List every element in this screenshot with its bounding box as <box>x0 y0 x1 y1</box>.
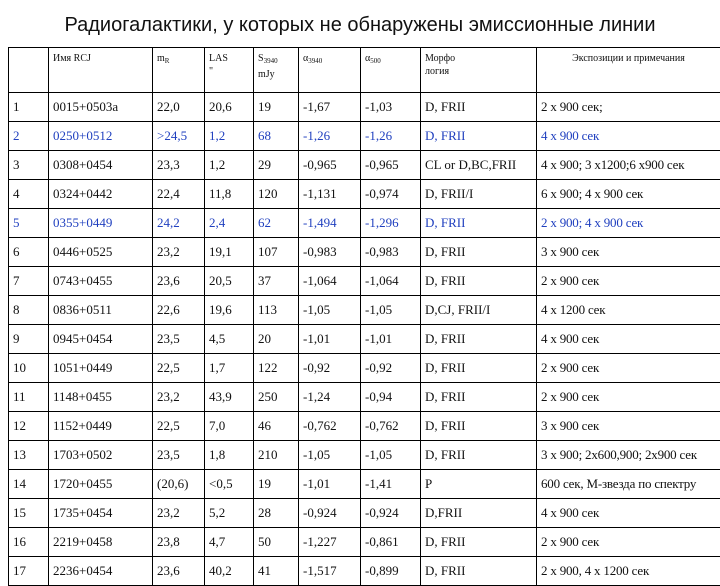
table-row <box>9 267 720 296</box>
cell-las: 1,8 <box>205 441 254 470</box>
cell-flux: 107 <box>254 238 299 267</box>
cell-alpha-500: -0,92 <box>361 354 421 383</box>
cell-las: 20,5 <box>205 267 254 296</box>
cell-name: 0250+0512 <box>49 122 153 151</box>
cell-notes: 4 x 900 сек <box>537 499 720 528</box>
cell-alpha-3940: -1,064 <box>299 267 361 296</box>
table-row <box>9 528 720 557</box>
cell-mag: 23,3 <box>153 151 205 180</box>
cell-num: 10 <box>9 354 49 383</box>
cell-name: 1152+0449 <box>49 412 153 441</box>
cell-alpha-500: -0,983 <box>361 238 421 267</box>
cell-alpha-500: -0,861 <box>361 528 421 557</box>
cell-alpha-500: -1,41 <box>361 470 421 499</box>
table-header-row <box>9 48 720 93</box>
table-row <box>9 209 720 238</box>
cell-notes: 4 x 900; 3 x1200;6 x900 сек <box>537 151 720 180</box>
table-row <box>9 180 720 209</box>
cell-alpha-500: -0,94 <box>361 383 421 412</box>
cell-mag: 22,5 <box>153 412 205 441</box>
table-row <box>9 383 720 412</box>
table-row <box>9 470 720 499</box>
cell-morphology: D,CJ, FRII/I <box>421 296 537 325</box>
cell-notes: 2 x 900 сек <box>537 383 720 412</box>
cell-flux: 122 <box>254 354 299 383</box>
cell-flux: 210 <box>254 441 299 470</box>
cell-alpha-500: -1,05 <box>361 296 421 325</box>
cell-las: 1,2 <box>205 151 254 180</box>
cell-alpha-500: -1,03 <box>361 93 421 122</box>
cell-alpha-3940: -0,965 <box>299 151 361 180</box>
cell-mag: 22,6 <box>153 296 205 325</box>
cell-morphology: D, FRII <box>421 412 537 441</box>
table-row <box>9 441 720 470</box>
cell-num: 16 <box>9 528 49 557</box>
cell-flux: 113 <box>254 296 299 325</box>
cell-morphology: D,FRII <box>421 499 537 528</box>
cell-num: 4 <box>9 180 49 209</box>
cell-alpha-500: -0,974 <box>361 180 421 209</box>
cell-alpha-3940: -1,227 <box>299 528 361 557</box>
cell-name: 0324+0442 <box>49 180 153 209</box>
cell-alpha-3940: -1,01 <box>299 470 361 499</box>
cell-alpha-3940: -1,05 <box>299 296 361 325</box>
cell-mag: 22,5 <box>153 354 205 383</box>
cell-name: 1720+0455 <box>49 470 153 499</box>
cell-mag: 23,5 <box>153 441 205 470</box>
col-header-num <box>9 48 49 93</box>
cell-alpha-3940: -1,517 <box>299 557 361 586</box>
cell-alpha-3940: -0,92 <box>299 354 361 383</box>
cell-mag: 24,2 <box>153 209 205 238</box>
table-row <box>9 412 720 441</box>
radio-galaxies-table <box>8 47 720 586</box>
cell-num: 8 <box>9 296 49 325</box>
cell-num: 7 <box>9 267 49 296</box>
cell-alpha-3940: -1,01 <box>299 325 361 354</box>
cell-notes: 3 x 900 сек <box>537 238 720 267</box>
cell-alpha-3940: -1,131 <box>299 180 361 209</box>
cell-flux: 250 <box>254 383 299 412</box>
cell-las: 1,7 <box>205 354 254 383</box>
cell-num: 1 <box>9 93 49 122</box>
cell-morphology: D, FRII <box>421 267 537 296</box>
cell-flux: 37 <box>254 267 299 296</box>
cell-flux: 68 <box>254 122 299 151</box>
cell-notes: 2 x 900 сек <box>537 267 720 296</box>
cell-name: 0446+0525 <box>49 238 153 267</box>
table-row <box>9 93 720 122</box>
cell-notes: 600 сек, M-звезда по спектру <box>537 470 720 499</box>
cell-mag: 23,6 <box>153 557 205 586</box>
col-header-morphology: Морфо логия <box>421 48 537 93</box>
cell-name: 1148+0455 <box>49 383 153 412</box>
cell-name: 1051+0449 <box>49 354 153 383</box>
cell-name: 0945+0454 <box>49 325 153 354</box>
col-header-alpha-3940: $\alpha_{3940}$ <box>299 48 361 93</box>
cell-notes: 2 x 900; 4 x 900 сек <box>537 209 720 238</box>
cell-alpha-500: -1,064 <box>361 267 421 296</box>
cell-flux: 41 <box>254 557 299 586</box>
cell-notes: 2 x 900 сек <box>537 354 720 383</box>
cell-notes: 3 x 900 сек <box>537 412 720 441</box>
cell-las: 5,2 <box>205 499 254 528</box>
cell-num: 15 <box>9 499 49 528</box>
cell-mag: 23,8 <box>153 528 205 557</box>
cell-morphology: CL or D,BC,FRII <box>421 151 537 180</box>
cell-alpha-3940: -1,26 <box>299 122 361 151</box>
cell-las: 4,7 <box>205 528 254 557</box>
cell-morphology: D, FRII <box>421 383 537 412</box>
cell-num: 9 <box>9 325 49 354</box>
cell-alpha-3940: -0,762 <box>299 412 361 441</box>
cell-las: 19,1 <box>205 238 254 267</box>
col-header-flux: $S_{3940}$ mJy <box>254 48 299 93</box>
cell-alpha-500: -0,762 <box>361 412 421 441</box>
cell-las: 43,9 <box>205 383 254 412</box>
table-body <box>9 93 720 586</box>
cell-notes: 3 x 900; 2x600,900; 2x900 сек <box>537 441 720 470</box>
cell-num: 6 <box>9 238 49 267</box>
cell-notes: 2 x 900, 4 x 1200 сек <box>537 557 720 586</box>
cell-flux: 20 <box>254 325 299 354</box>
cell-alpha-500: -1,01 <box>361 325 421 354</box>
cell-flux: 29 <box>254 151 299 180</box>
cell-alpha-500: -0,924 <box>361 499 421 528</box>
cell-morphology: D, FRII/I <box>421 180 537 209</box>
cell-morphology: D, FRII <box>421 354 537 383</box>
slide-title: Радиогалактики, у которых не обнаружены эмиссионные линии <box>0 14 720 37</box>
cell-name: 0743+0455 <box>49 267 153 296</box>
cell-las: 40,2 <box>205 557 254 586</box>
cell-mag: >24,5 <box>153 122 205 151</box>
cell-las: 7,0 <box>205 412 254 441</box>
cell-alpha-500: -0,965 <box>361 151 421 180</box>
cell-alpha-3940: -0,924 <box>299 499 361 528</box>
cell-morphology: D, FRII <box>421 93 537 122</box>
cell-alpha-500: -1,296 <box>361 209 421 238</box>
cell-morphology: D, FRII <box>421 557 537 586</box>
cell-morphology: D, FRII <box>421 122 537 151</box>
cell-mag: (20,6) <box>153 470 205 499</box>
cell-num: 13 <box>9 441 49 470</box>
table-row <box>9 122 720 151</box>
table-row <box>9 325 720 354</box>
cell-notes: 6 x 900; 4 x 900 сек <box>537 180 720 209</box>
table-row <box>9 296 720 325</box>
cell-num: 3 <box>9 151 49 180</box>
cell-flux: 28 <box>254 499 299 528</box>
cell-morphology: D, FRII <box>421 209 537 238</box>
cell-las: <0,5 <box>205 470 254 499</box>
cell-flux: 19 <box>254 93 299 122</box>
cell-mag: 23,5 <box>153 325 205 354</box>
table-row <box>9 151 720 180</box>
cell-las: 1,2 <box>205 122 254 151</box>
cell-mag: 23,2 <box>153 238 205 267</box>
cell-mag: 23,2 <box>153 383 205 412</box>
cell-morphology: D, FRII <box>421 325 537 354</box>
cell-morphology: D, FRII <box>421 528 537 557</box>
cell-las: 11,8 <box>205 180 254 209</box>
col-header-las: LAS " <box>205 48 254 93</box>
cell-flux: 62 <box>254 209 299 238</box>
col-header-alpha-500: $\alpha_{500}$ <box>361 48 421 93</box>
cell-mag: 23,2 <box>153 499 205 528</box>
cell-mag: 23,6 <box>153 267 205 296</box>
cell-morphology: P <box>421 470 537 499</box>
cell-name: 0836+0511 <box>49 296 153 325</box>
cell-las: 20,6 <box>205 93 254 122</box>
cell-flux: 46 <box>254 412 299 441</box>
cell-num: 14 <box>9 470 49 499</box>
cell-alpha-500: -0,899 <box>361 557 421 586</box>
cell-name: 0355+0449 <box>49 209 153 238</box>
cell-alpha-3940: -1,05 <box>299 441 361 470</box>
cell-name: 2219+0458 <box>49 528 153 557</box>
cell-alpha-3940: -1,67 <box>299 93 361 122</box>
cell-las: 2,4 <box>205 209 254 238</box>
cell-num: 11 <box>9 383 49 412</box>
cell-name: 0015+0503a <box>49 93 153 122</box>
cell-morphology: D, FRII <box>421 238 537 267</box>
cell-notes: 4 x 1200 сек <box>537 296 720 325</box>
cell-name: 2236+0454 <box>49 557 153 586</box>
cell-morphology: D, FRII <box>421 441 537 470</box>
cell-num: 12 <box>9 412 49 441</box>
cell-notes: 4 x 900 сек <box>537 122 720 151</box>
col-header-notes: Экспозиции и примечания <box>537 48 720 93</box>
cell-flux: 120 <box>254 180 299 209</box>
cell-num: 17 <box>9 557 49 586</box>
cell-flux: 19 <box>254 470 299 499</box>
table-row <box>9 557 720 586</box>
table-row <box>9 238 720 267</box>
cell-notes: 2 x 900 сек <box>537 528 720 557</box>
cell-name: 1703+0502 <box>49 441 153 470</box>
table-row <box>9 499 720 528</box>
cell-flux: 50 <box>254 528 299 557</box>
cell-name: 0308+0454 <box>49 151 153 180</box>
table-row <box>9 354 720 383</box>
col-header-mag: $m_R$ <box>153 48 205 93</box>
cell-alpha-3940: -0,983 <box>299 238 361 267</box>
cell-las: 4,5 <box>205 325 254 354</box>
cell-alpha-3940: -1,24 <box>299 383 361 412</box>
cell-alpha-3940: -1,494 <box>299 209 361 238</box>
col-header-name: Имя RCJ <box>49 48 153 93</box>
cell-mag: 22,4 <box>153 180 205 209</box>
cell-num: 2 <box>9 122 49 151</box>
cell-notes: 2 x 900 сек; <box>537 93 720 122</box>
cell-notes: 4 x 900 сек <box>537 325 720 354</box>
cell-alpha-500: -1,05 <box>361 441 421 470</box>
cell-name: 1735+0454 <box>49 499 153 528</box>
cell-alpha-500: -1,26 <box>361 122 421 151</box>
cell-mag: 22,0 <box>153 93 205 122</box>
cell-num: 5 <box>9 209 49 238</box>
cell-las: 19,6 <box>205 296 254 325</box>
